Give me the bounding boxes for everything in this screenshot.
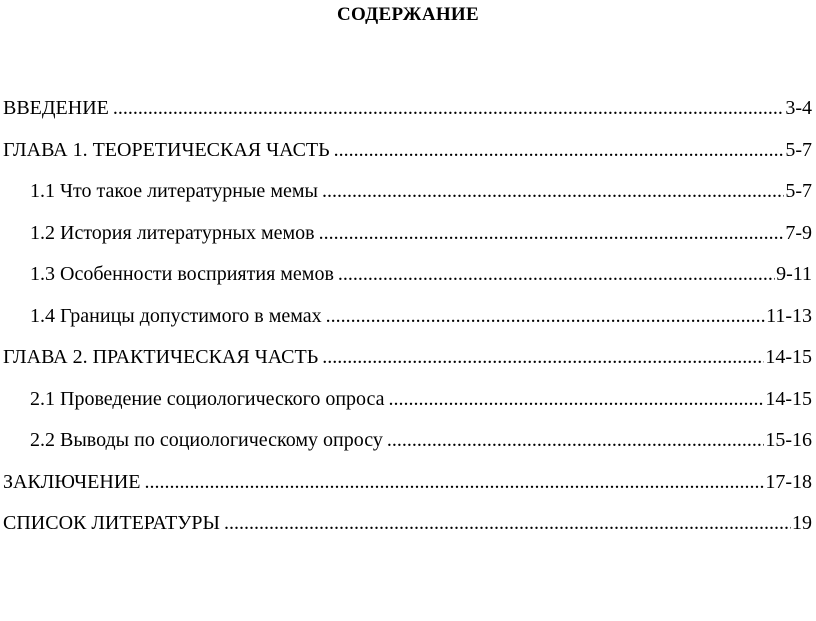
- toc-entry-introduction: [0, 88, 816, 130]
- toc-entry-text: 2.2 Выводы по социологическому опросу: [30, 429, 383, 451]
- toc-entry-page: 3-4: [785, 97, 812, 119]
- toc-entry-conclusion: [0, 462, 816, 504]
- toc-entry-text: ЗАКЛЮЧЕНИЕ: [3, 470, 141, 493]
- toc-entry-text: 1.3 Особенности восприятия мемов: [30, 263, 334, 285]
- toc-entry-page: 9-11: [776, 263, 812, 285]
- toc-entry-page: 5-7: [785, 180, 812, 202]
- toc-entry-section-1-1: [0, 171, 816, 213]
- toc-entry-text: СПИСОК ЛИТЕРАТУРЫ: [3, 512, 220, 534]
- dot-leader: [322, 171, 784, 213]
- toc-entry-page: 15-16: [765, 429, 812, 451]
- toc-entry-page: 17-18: [765, 470, 812, 493]
- dot-leader: [224, 503, 791, 545]
- toc-entry-text: 1.2 История литературных мемов: [30, 221, 315, 244]
- toc-entry-text: ГЛАВА 1. ТЕОРЕТИЧЕСКАЯ ЧАСТЬ: [3, 138, 330, 161]
- toc-entry-text: 2.1 Проведение социологического опроса: [30, 387, 385, 410]
- toc-entry-section-1-2: [0, 213, 816, 255]
- toc-entry-section-1-4: [0, 296, 816, 338]
- toc-entry-bibliography: [0, 503, 816, 545]
- dot-leader: [326, 296, 765, 338]
- toc-entry-page: 14-15: [765, 346, 812, 368]
- toc-entry-page: 11-13: [766, 304, 812, 327]
- dot-leader: [338, 254, 775, 296]
- dot-leader: [334, 130, 785, 172]
- toc-entry-page: 7-9: [785, 221, 812, 244]
- toc-entry-chapter-1: [0, 130, 816, 172]
- dot-leader: [387, 420, 764, 462]
- toc-entry-text: ГЛАВА 2. ПРАКТИЧЕСКАЯ ЧАСТЬ: [3, 346, 319, 368]
- toc-entry-text: 1.1 Что такое литературные мемы: [30, 180, 318, 202]
- toc-entry-section-2-1: [0, 379, 816, 421]
- dot-leader: [322, 337, 764, 379]
- toc-entry-page: 19: [792, 512, 812, 534]
- toc-entry-page: 5-7: [785, 138, 812, 161]
- toc-entry-text: ВВЕДЕНИЕ: [3, 97, 109, 119]
- toc-entry-section-2-2: [0, 420, 816, 462]
- table-of-contents: [0, 88, 816, 545]
- dot-leader: [319, 213, 785, 255]
- toc-entry-page: 14-15: [765, 387, 812, 410]
- page-title: СОДЕРЖАНИЕ: [337, 4, 479, 25]
- dot-leader: [113, 88, 784, 130]
- toc-entry-section-1-3: [0, 254, 816, 296]
- dot-leader: [389, 379, 765, 421]
- toc-entry-chapter-2: [0, 337, 816, 379]
- dot-leader: [144, 462, 764, 504]
- toc-entry-text: 1.4 Границы допустимого в мемах: [30, 304, 322, 327]
